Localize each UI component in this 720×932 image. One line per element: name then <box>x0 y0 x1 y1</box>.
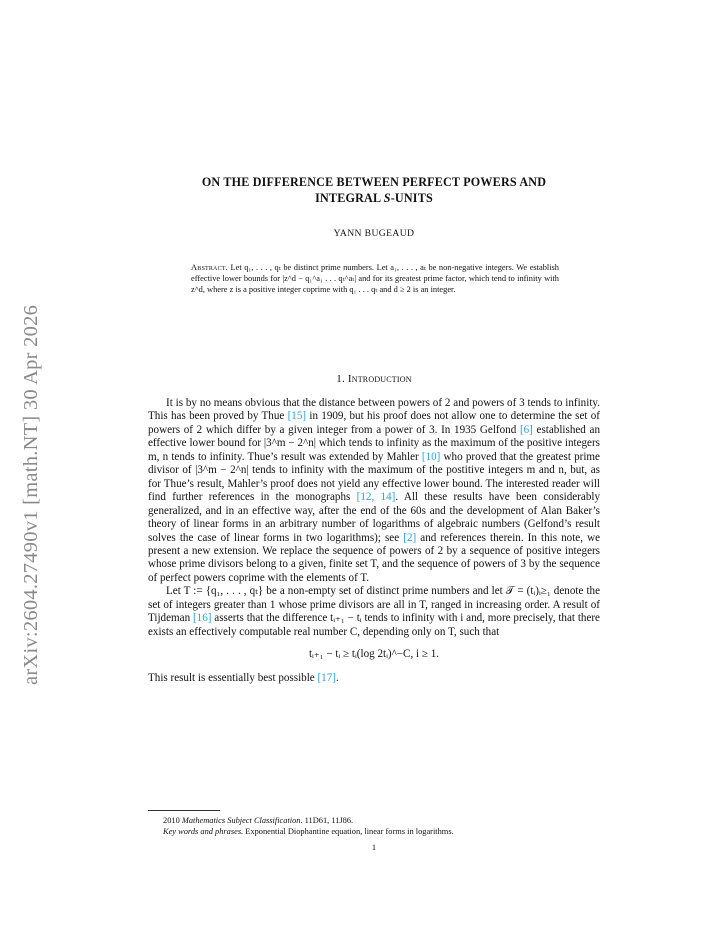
arxiv-identifier-stamp: arXiv:2604.27490v1 [math.NT] 30 Apr 2026 <box>20 304 42 685</box>
footnote-text: 11D61, 11J86. <box>302 816 354 825</box>
footnote-keywords <box>163 826 603 837</box>
abstract <box>191 262 559 296</box>
paragraph-3 <box>148 672 600 685</box>
text-span: . All these results have been considerably generalized, and in an effective way, after the end of the 60s and the development of Alan Baker’s theory of linear forms in an arbitrary number of logarithms of algebraic numbers (Gelfond’s result solves the case of linear forms in two logarithms); see <box>148 491 600 544</box>
citation-link[interactable]: [12, 14] <box>356 491 396 504</box>
paragraph-2 <box>148 585 600 639</box>
author-name: YANN BUGEAUD <box>333 228 415 239</box>
footnote-msc <box>163 815 603 826</box>
text-span: Let T := {q₁, . . . , qₜ} be a non-empty set of distinct prime numbers and let 𝒯 = (tᵢ)ᵢ≥₁ denote the set of integers greater than 1 whose prime divisors are all in T, ranged in increasing order. A result of Tijdeman <box>148 585 600 625</box>
title-line-1: ON THE DIFFERENCE BETWEEN PERFECT POWERS AND <box>201 175 547 189</box>
text-span: and references therein. In this note, we present a new extension. We replace the sequence of powers of 2 by a sequence of positive integers whose prime divisors belong to a given, finite set T, and the sequence of powers of 3 by the sequence of perfect powers coprime with the elements of T. <box>148 531 600 584</box>
text-span: asserts that the difference tᵢ₊₁ − tᵢ tends to infinity with i and, more precisely, that there exists an effectively computable real number C, depending only on T, such that <box>148 612 600 638</box>
text-span: . <box>335 671 339 684</box>
paper-title <box>148 175 600 206</box>
text-span: This result is essentially best possible <box>148 671 318 684</box>
section-heading <box>148 373 600 385</box>
abstract-text: Let q₁, . . . , qₜ be distinct prime numbers. Let a₁, . . . , aₜ be non-negative integers. We establish effective lower bounds for |z^d − q₁^a₁ . . . qₜ^aₜ| and for its greatest prime factor, which tend to infinity with z^d, where z is a positive integer coprime with q₁ . . . qₜ and d ≥ 2 is an integer. <box>191 263 559 295</box>
citation-link[interactable]: [16] <box>192 612 212 625</box>
text-span: established an effective lower bound for |3^m − 2^n| which tends to infinity as the maximum of the positive integers m, n tends to infinity. Thue’s result was extended by Mahler <box>148 423 600 463</box>
section-title: Introduction <box>347 373 412 385</box>
section-number: 1. <box>336 373 345 385</box>
citation-link[interactable]: [15] <box>287 410 307 423</box>
footnote-label: Key words and phrases. <box>163 827 244 837</box>
citation-link[interactable]: [6] <box>519 423 533 436</box>
citation-link[interactable]: [17] <box>317 671 336 684</box>
title-line-2-math: S <box>383 190 391 205</box>
citation-link[interactable]: [2] <box>403 531 417 544</box>
paragraph-1 <box>148 397 600 585</box>
text-span: It is by no means obvious that the distance between powers of 2 and powers of 3 tends to infinity. This has been proved by Thue <box>148 397 600 423</box>
display-equation: tᵢ₊₁ − tᵢ ≥ tᵢ(log 2tᵢ)^−C, i ≥ 1. <box>308 648 440 661</box>
text-span: in 1909, but his proof does not allow one to determine the set of powers of 2 which differ by a given integer from a power of 3. In 1935 Gelfond <box>148 410 600 436</box>
footnote-text: Exponential Diophantine equation, linear forms in logarithms. <box>243 827 454 837</box>
text-span: who proved that the greatest prime divisor of |3^m − 2^n| tends to infinity with the maximum of the postitive integers m and n, but, as for Thue’s result, Mahler’s proof does not yield any effective lower bound. The interested reader will find further references in the monographs <box>148 450 600 504</box>
footnote-rule <box>148 810 220 811</box>
title-line-2-post: -UNITS <box>390 190 433 205</box>
footnote-label: Mathematics Subject Classification. <box>181 816 303 825</box>
footnote-year: 2010 <box>163 816 182 825</box>
title-line-2 <box>148 191 600 207</box>
footnotes <box>163 815 603 837</box>
title-line-2-pre: INTEGRAL <box>315 190 384 205</box>
body-text <box>148 397 600 685</box>
citation-link[interactable]: [10] <box>421 450 441 463</box>
abstract-label: Abstract. <box>191 263 228 272</box>
page-number: 1 <box>371 843 377 852</box>
